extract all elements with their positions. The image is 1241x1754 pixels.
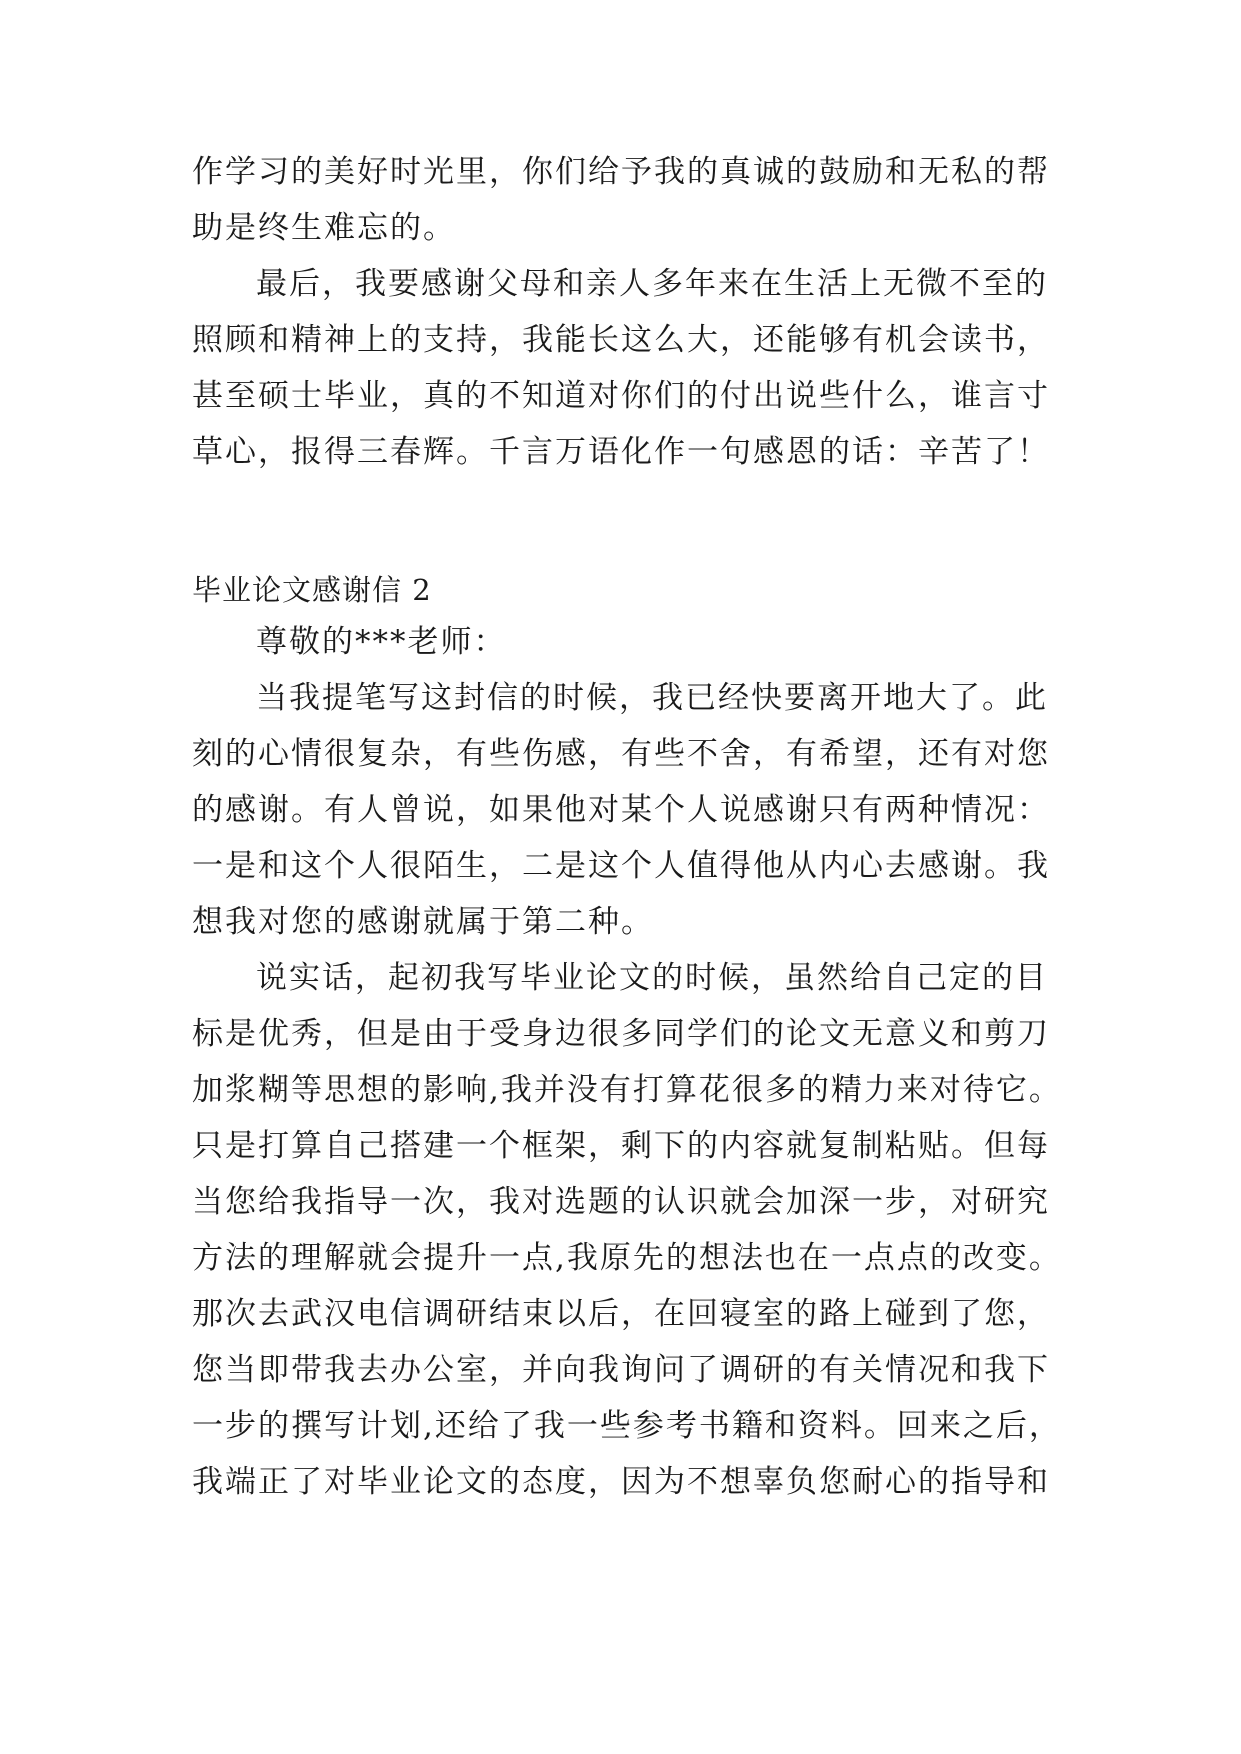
- paragraph-line: 想我对您的感谢就属于第二种。: [192, 904, 654, 940]
- paragraph-line: 我端正了对毕业论文的态度，因为不想辜负您耐心的指导和: [192, 1464, 1050, 1500]
- salutation: 尊敬的***老师：: [256, 624, 507, 660]
- paragraph-line: 只是打算自己搭建一个框架，剩下的内容就复制粘贴。但每: [192, 1128, 1050, 1164]
- paragraph-line: 一步的撰写计划,还给了我一些参考书籍和资料。回来之后，: [192, 1408, 1062, 1444]
- paragraph-line: 照顾和精神上的支持，我能长这么大，还能够有机会读书，: [192, 322, 1050, 358]
- paragraph-line: 作学习的美好时光里，你们给予我的真诚的鼓励和无私的帮: [192, 154, 1050, 190]
- paragraph-line: 您当即带我去办公室，并向我询问了调研的有关情况和我下: [192, 1352, 1050, 1388]
- paragraph-line: 最后，我要感谢父母和亲人多年来在生活上无微不至的: [256, 266, 1048, 302]
- paragraph-line: 当我提笔写这封信的时候，我已经快要离开地大了。此: [256, 680, 1048, 716]
- paragraph-line: 的感谢。有人曾说，如果他对某个人说感谢只有两种情况：: [192, 792, 1050, 828]
- paragraph-line: 草心，报得三春辉。千言万语化作一句感恩的话：辛苦了！: [192, 434, 1050, 470]
- paragraph-line: 当您给我指导一次，我对选题的认识就会加深一步，对研究: [192, 1184, 1050, 1220]
- paragraph-line: 刻的心情很复杂，有些伤感，有些不舍，有希望，还有对您: [192, 736, 1050, 772]
- paragraph-line: 那次去武汉电信调研结束以后，在回寝室的路上碰到了您，: [192, 1296, 1050, 1332]
- section2-body: [192, 614, 1062, 1510]
- paragraph-line: 说实话，起初我写毕业论文的时候，虽然给自己定的目: [256, 960, 1048, 996]
- paragraph-line: 加浆糊等思想的影响,我并没有打算花很多的精力来对待它。: [192, 1072, 1062, 1108]
- paragraph-line: 甚至硕士毕业，真的不知道对你们的付出说些什么，谁言寸: [192, 378, 1050, 414]
- paragraph-line: 一是和这个人很陌生，二是这个人值得他从内心去感谢。我: [192, 848, 1050, 884]
- paragraph-line: 方法的理解就会提升一点,我原先的想法也在一点点的改变。: [192, 1240, 1062, 1276]
- paragraph-line: 助是终生难忘的。: [192, 210, 456, 246]
- section1-body: [192, 144, 1052, 480]
- section-title: 毕业论文感谢信 2: [192, 573, 432, 607]
- paragraph-line: 标是优秀，但是由于受身边很多同学们的论文无意义和剪刀: [192, 1016, 1050, 1052]
